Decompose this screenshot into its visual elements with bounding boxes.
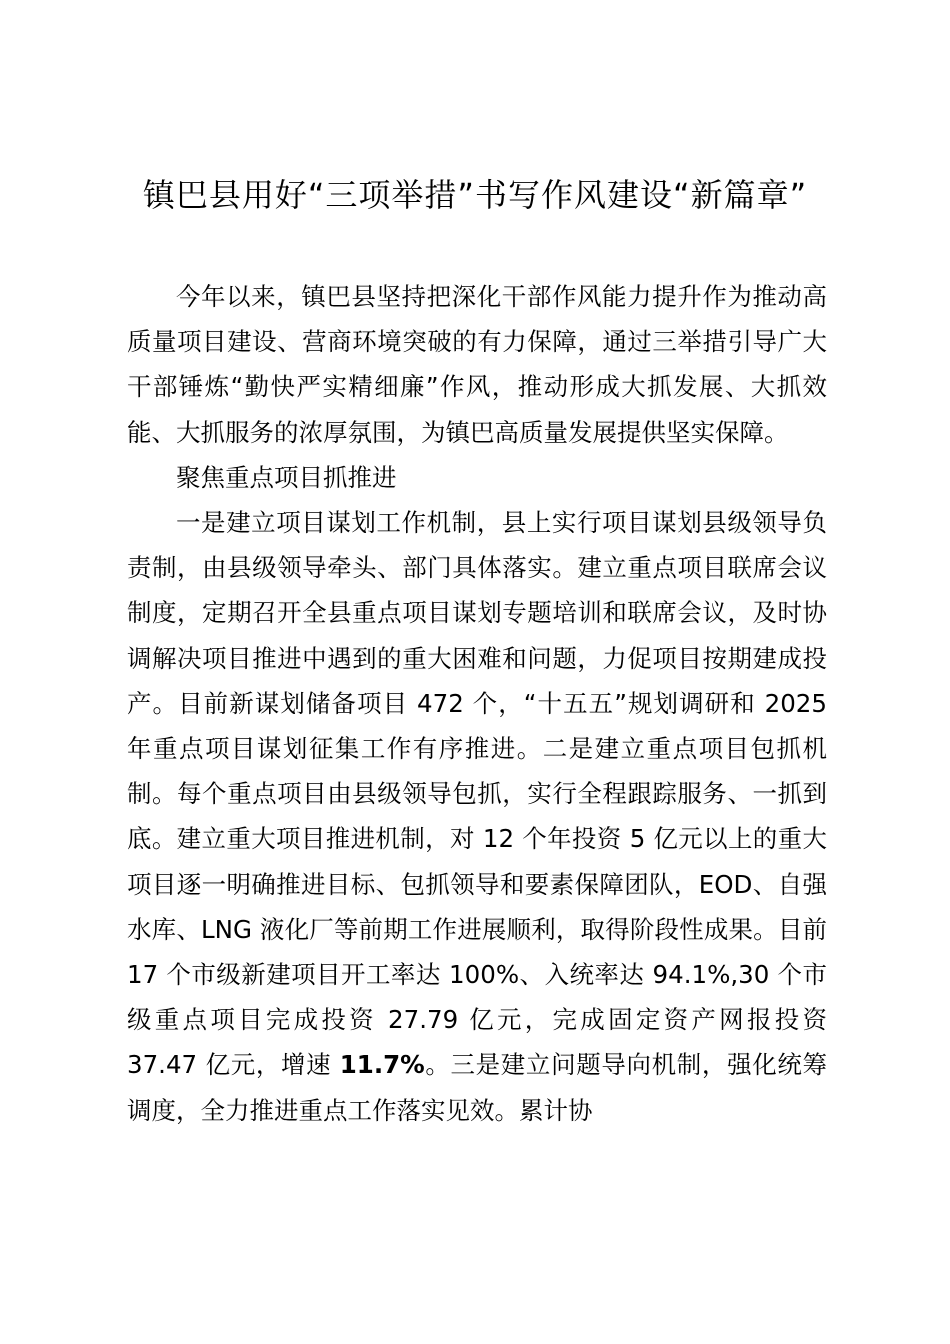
document-title: 镇巴县用好“三项举措”书写作风建设“新篇章” [142,176,808,214]
document-body [127,274,827,1133]
intro-paragraph: 今年以来，镇巴县坚持把深化干部作风能力提升作为推动高质量项目建设、营商环境突破的有力保障，通过三举措引导广大干部锤炼“勤快严实精细廉”作风，推动形成大抓发展、大抓效能、大抓服务的浓厚氛围，为镇巴高质量发展提供坚实保障。 [127,282,827,447]
body-text-before-bold: 一是建立项目谋划工作机制，县上实行项目谋划县级领导负责制，由县级领导牵头、部门具体落实。建立重点项目联席会议制度，定期召开全县重点项目谋划专题培训和联席会议，及时协调解决项目推进中遇到的重大困难和问题，力促项目按期建成投产。目前新谋划储备项目 472 个，“十五五”规划调研和 2025 年重点项目谋划征集工作有序推进。二是建立重点项目包抓机制。每个重点项目由县级领导包抓，实行全程跟踪服务、一抓到底。建立重大项目推进机制，对 12 个年投资 5 亿元以上的重大项目逐一明确推进目标、包抓领导和要素保障团队，EOD、自强水库、LNG 液化厂等前期工作进展顺利，取得阶段性成果。目前 17 个市级新建项目开工率达 100%、入统率达 94.1%,30 个市级重点项目完成投资 27.79 亿元，完成固定资产网报投资 37.47 亿元，增速 [127,508,827,1080]
body-paragraph [127,500,827,1133]
body-text-after-bold: 。三是建立问题导向机制，强化统筹调度，全力推进重点工作落实见效。累计协 [127,1050,827,1125]
growth-rate-bold: 11.7% [339,1050,425,1080]
section-heading: 聚焦重点项目抓推进 [176,462,397,492]
